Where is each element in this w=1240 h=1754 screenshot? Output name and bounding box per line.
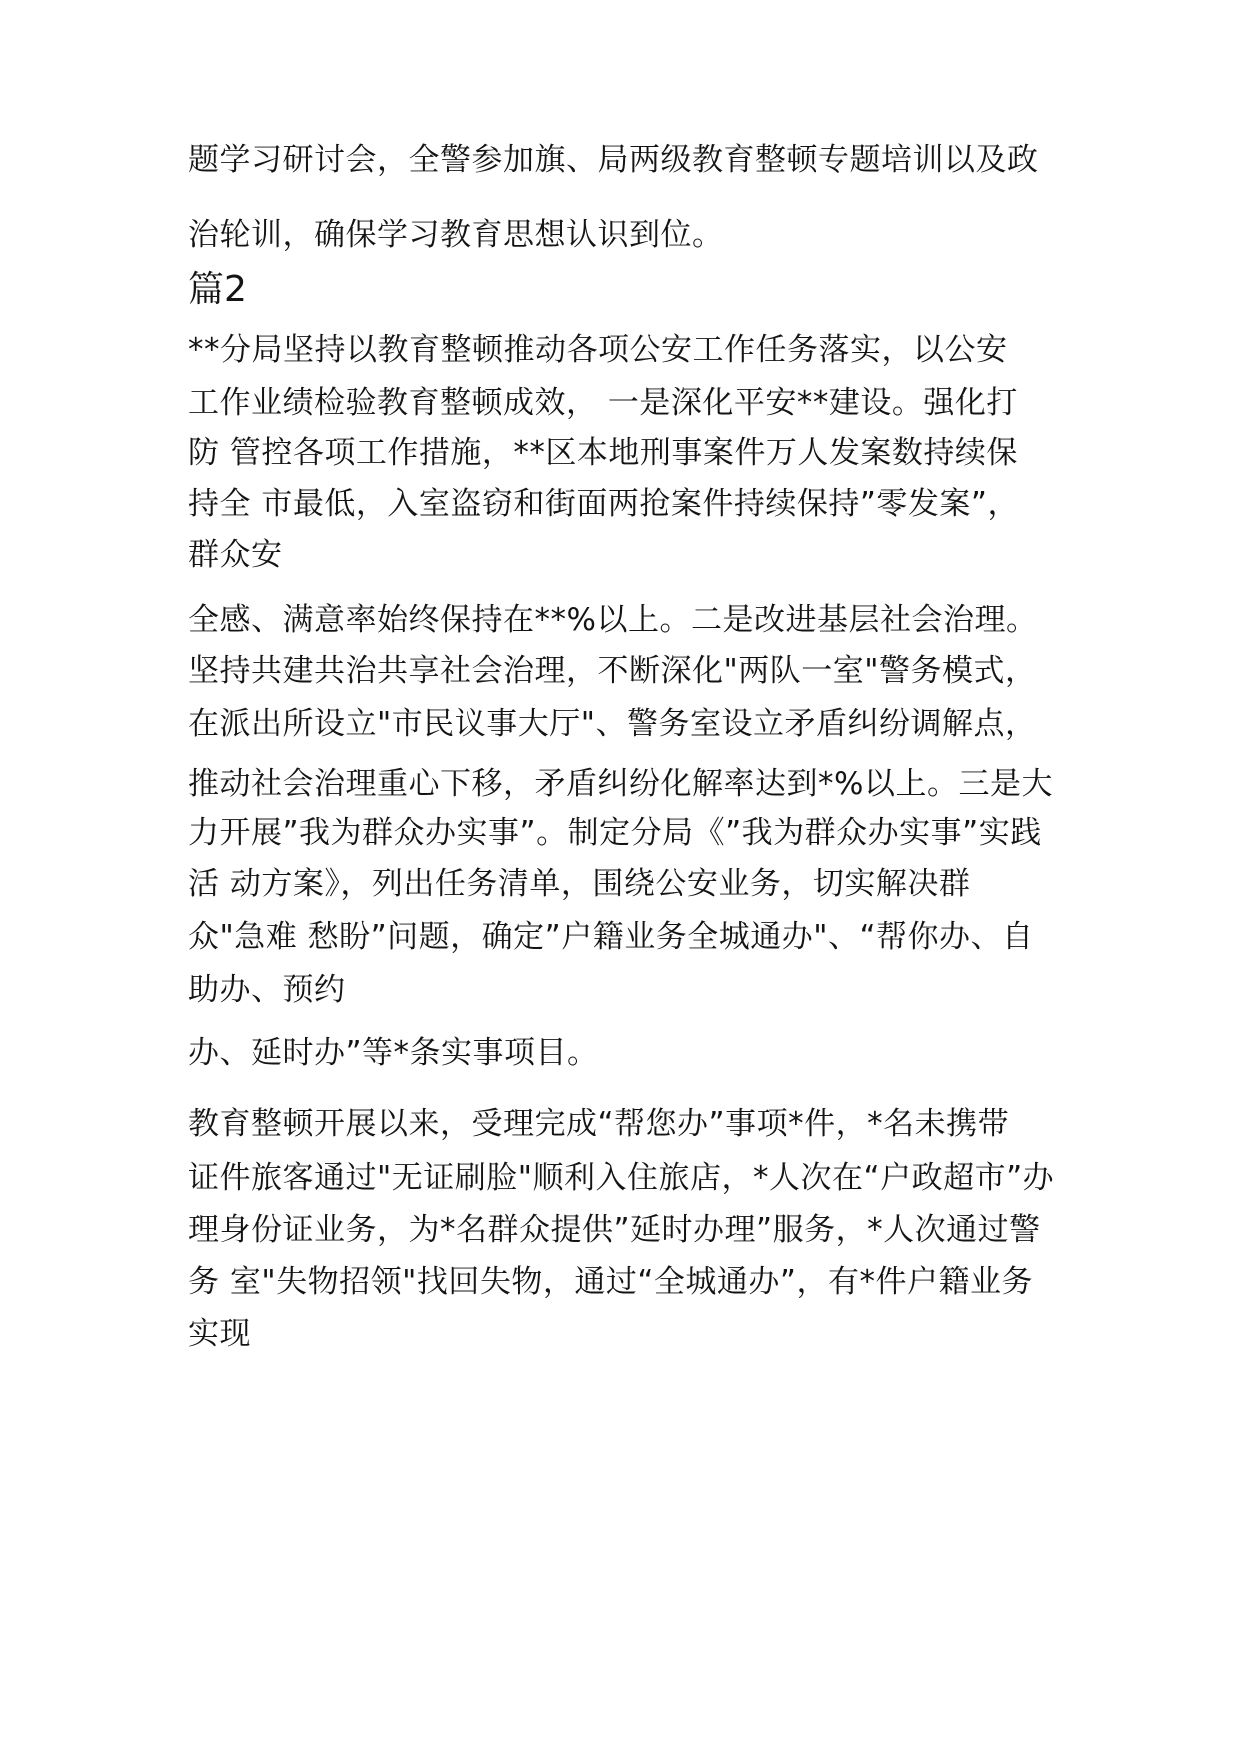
body-text-line: 群众安 bbox=[188, 537, 283, 573]
body-text-line: 办、延时办”等*条实事项目。 bbox=[188, 1035, 599, 1071]
body-text-line: 教育整顿开展以来，受理完成“帮您办”事项*件，*名未携带 bbox=[188, 1106, 1010, 1142]
body-text-line: 务 室"失物招领"找回失物，通过“全城通办”，有*件户籍业务 bbox=[188, 1264, 1033, 1300]
body-text-line: 治轮训，确保学习教育思想认识到位。 bbox=[188, 217, 724, 253]
body-text-line: 持全 市最低，入室盗窃和街面两抢案件持续保持”零发案”， bbox=[188, 486, 1019, 522]
body-text-line: 实现 bbox=[188, 1316, 251, 1352]
body-text-line: 全感、满意率始终保持在**%以上。二是改进基层社会治理。 bbox=[188, 602, 1038, 638]
body-text-line: 助办、预约 bbox=[188, 972, 346, 1008]
body-text-line: 题学习研讨会，全警参加旗、局两级教育整顿专题培训以及政 bbox=[188, 142, 1039, 178]
body-text-line: 众"急难 愁盼”问题，确定”户籍业务全城通办"、“帮你办、自 bbox=[188, 919, 1034, 955]
body-text-line: 工作业绩检验教育整顿成效， 一是深化平安**建设。强化打 bbox=[188, 385, 1018, 421]
body-text-line: 在派出所设立"市民议事大厅"、警务室设立矛盾纠纷调解点， bbox=[188, 706, 1037, 742]
body-text-line: 推动社会治理重心下移，矛盾纠纷化解率达到*%以上。三是大 bbox=[188, 766, 1053, 802]
body-text-line: 防 管控各项工作措施，**区本地刑事案件万人发案数持续保 bbox=[188, 435, 1018, 471]
body-text-line: 理身份证业务，为*名群众提供”延时办理”服务，*人次通过警 bbox=[188, 1212, 1041, 1248]
body-text-line: 活 动方案》，列出任务清单，围绕公安业务，切实解决群 bbox=[188, 866, 971, 902]
body-text-line: 证件旅客通过"无证刷脸"顺利入住旅店，*人次在“户政超市”办 bbox=[188, 1160, 1055, 1196]
body-text-line: 坚持共建共治共享社会治理，不断深化"两队一室"警务模式， bbox=[188, 653, 1037, 689]
body-text-line: **分局坚持以教育整顿推动各项公安工作任务落实，以公安 bbox=[188, 332, 1008, 368]
section-heading: 篇2 bbox=[188, 269, 247, 310]
body-text-line: 力开展”我为群众办实事”。制定分局《”我为群众办实事”实践 bbox=[188, 815, 1042, 851]
